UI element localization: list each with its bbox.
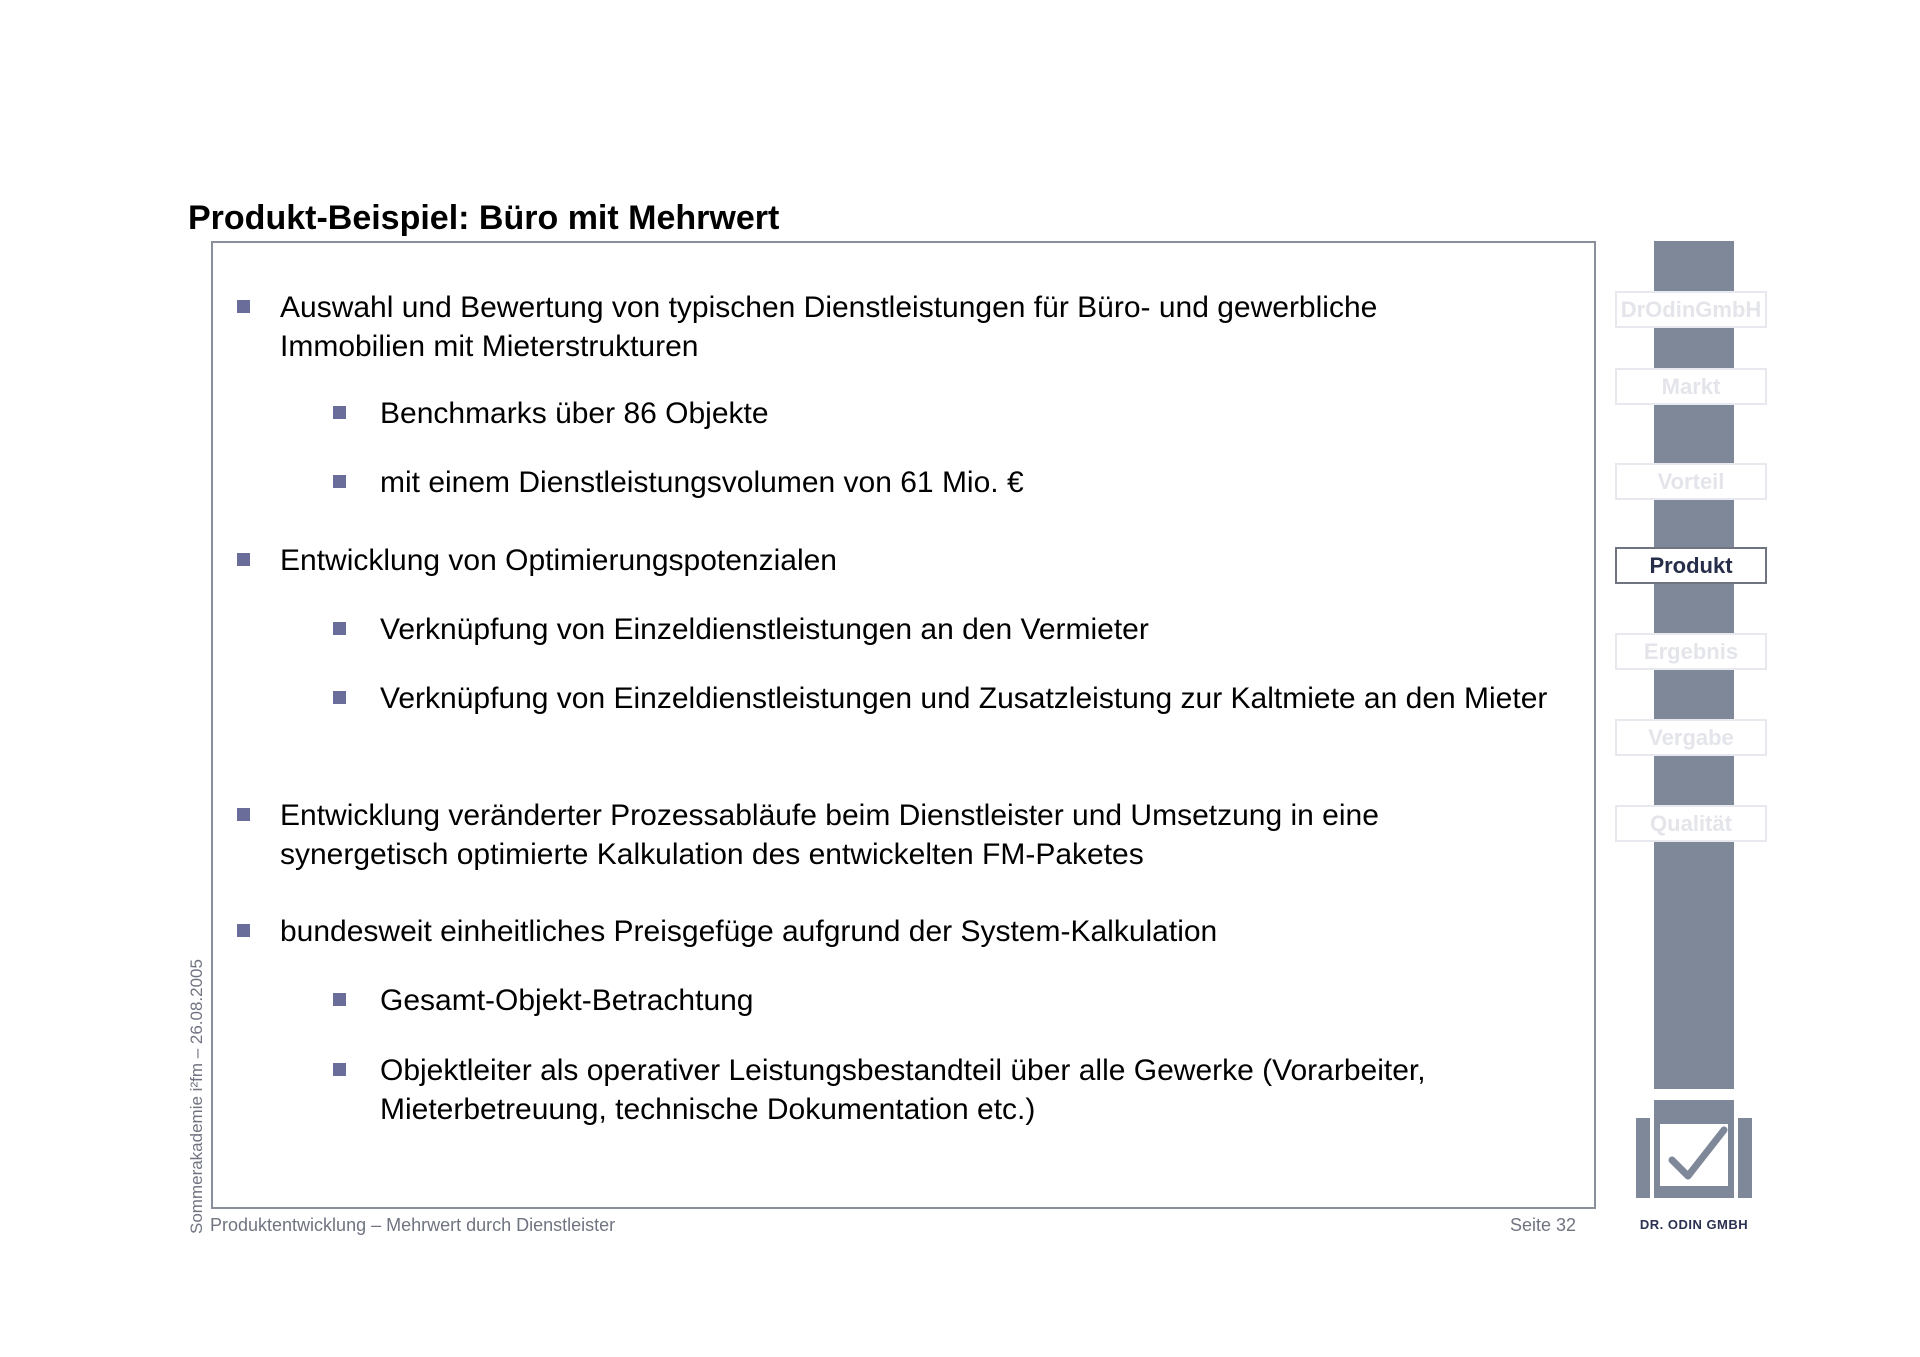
bullet-square-icon — [333, 691, 346, 704]
content-frame — [211, 241, 1596, 1209]
sub-bullet-item — [380, 981, 1550, 1020]
bullet-square-icon — [333, 406, 346, 419]
bullet-text: Entwicklung veränderter Prozessabläufe beim Dienstleister und Umsetzung in eine synergetisch optimierte Kalkulation des entwickelten FM-Paketes — [280, 799, 1379, 871]
bullet-square-icon — [333, 1063, 346, 1076]
bullet-square-icon — [333, 993, 346, 1006]
logo-caption: DR. ODIN GMBH — [1639, 1217, 1749, 1232]
bullet-square-icon — [237, 553, 250, 566]
nav-item-produkt[interactable]: Produkt — [1615, 547, 1767, 584]
bullet-text: Entwicklung von Optimierungspotenzialen — [280, 544, 837, 577]
bullet-text: Verknüpfung von Einzeldienstleistungen an den Vermieter — [380, 613, 1149, 646]
company-logo — [1636, 1100, 1752, 1200]
bullet-text: Benchmarks über 86 Objekte — [380, 397, 769, 430]
nav-item-markt[interactable]: Markt — [1615, 368, 1767, 405]
bullet-square-icon — [237, 300, 250, 313]
nav-item-qualitaet[interactable]: Qualität — [1615, 805, 1767, 842]
nav-item-vorteil[interactable]: Vorteil — [1615, 463, 1767, 500]
bullet-item — [280, 912, 1520, 951]
footer-title: Produktentwicklung – Mehrwert durch Dienstleister — [210, 1215, 616, 1235]
bullet-text: Auswahl und Bewertung von typischen Dienstleistungen für Büro- und gewerbliche Immobilien mit Mieterstrukturen — [280, 291, 1378, 363]
nav-item-ergebnis[interactable]: Ergebnis — [1615, 633, 1767, 670]
bullet-square-icon — [237, 808, 250, 821]
sub-bullet-item — [380, 463, 1550, 502]
bullet-item — [280, 541, 1520, 580]
bullet-item — [280, 796, 1520, 874]
event-date-label: Sommerakademie i²fm – 26.08.2005 — [187, 959, 206, 1234]
bullet-text: Verknüpfung von Einzeldienstleistungen und Zusatzleistung zur Kaltmiete an den Mieter — [380, 682, 1548, 715]
nav-item-vergabe[interactable]: Vergabe — [1615, 719, 1767, 756]
bullet-item — [280, 288, 1520, 366]
nav-item-home[interactable]: DrOdinGmbH — [1615, 291, 1767, 328]
sub-bullet-item — [380, 394, 1550, 433]
page-number: Seite 32 — [1510, 1215, 1577, 1235]
sub-bullet-item — [380, 1051, 1550, 1129]
bullet-text: Objektleiter als operativer Leistungsbestandteil über alle Gewerke (Vorarbeiter, Mieterbetreuung, technische Dokumentation etc.) — [380, 1054, 1426, 1126]
sub-bullet-item — [380, 679, 1550, 718]
bullet-square-icon — [237, 924, 250, 937]
bullet-text: bundesweit einheitliches Preisgefüge aufgrund der System-Kalkulation — [280, 915, 1218, 948]
checkmark-logo-icon — [1636, 1100, 1752, 1200]
slide-title: Produkt-Beispiel: Büro mit Mehrwert — [188, 199, 780, 237]
bullet-text: Gesamt-Objekt-Betrachtung — [380, 984, 754, 1017]
bullet-text: mit einem Dienstleistungsvolumen von 61 Mio. € — [380, 466, 1024, 499]
bullet-square-icon — [333, 475, 346, 488]
bullet-square-icon — [333, 622, 346, 635]
sub-bullet-item — [380, 610, 1550, 649]
